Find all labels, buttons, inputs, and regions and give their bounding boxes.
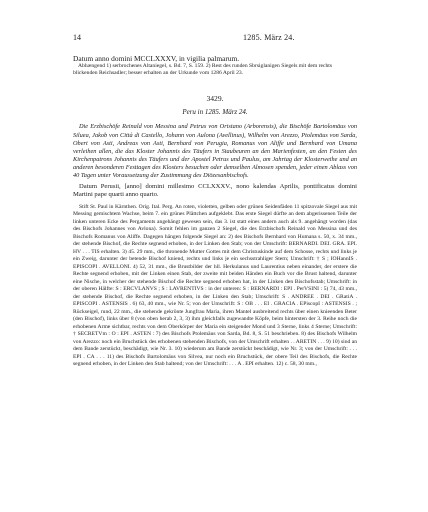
document-source-description: Stift St. Paul in Kärnthen. Orig. Ital. Perg. An roten, violetten, gelben oder grünen Seidenfäden 11 spitzovale Siegel aus mit Messing gemischtem Wachse, beim 7. ein grünes Plättchen aufgeklebt. Das erste Siegel dürfte an dem abgerissenen Teile der linken unteren Ecke des Pergaments angehängt gewesen sein, das 3. ist statt eines andern auch als 9. angehängt worden (das des Bischofs Johannes von Avlona). Somit fehlen im ganzen 2 Siegel, die des Erzbischofs Reinald von Messina und des Bischofs Romanus von Aliffe. Dagegen hängen folgende Siegel an: 2) des Bischofs Bernhard von Humana s. 50, x. 34 mm., der stehende Bischof, die Rechte segnend erhoben, in der Linken den Stab; von der Umschrift: BERNARDI. DEI. GRA. EPI. HV . . . TIS erhalten. 3) 45. 29 mm., die thronende Mutter Gottes mit dem Christuskinde auf dem Schosse, rechts und links je ein Zweig, darunter der betende Bischof kniend, rechts und links je ein sechsstrahliger Stern; Umschrift: † S ; IOHannIS . EPISCOPI . AVELLONI. 4) 52, 31 mm., die Brustbilder der hll. Herkulanus und Laurentius neben einander, der erstere die Rechte segnend erhoben, mit der Linken einen Stab, der zweite mit beiden Händen ein Buch vor die Brust haltend, darunter eine Nische, in welcher der stehende Bischof die Rechte segnend erhoben hat, in der Linken den Bischofsstab; Umschrift: in der oberen Hälfte: S : ERCVLANVS ; S : LAVRENTIVS : in der unteren: S : BERNARDI : EPI . PerVSINI : 5) 74, 43 mm., der stehende Bischof, die Rechte segnend erhoben, in der Linken den Stab; Umschrift: S . ANDREE . DEI . GRatiA . EPISCOPI . ASTENSIS . 6) 63, 40 mm., wie Nr. 5; von der Umschrift: S : OB . . . EI . GRACIA . EPiscopI : ASTENSIS . ; Rückseigel, rund, 22 mm., die stehende gekrönte Jungfrau Maria, ihren Mantel ausbreitend rechts über einen knieenden Beter (den Bischof), links über 8 (von oben herab 2, 3, 3) ihm gleichfalls zugewandte Köpfe, beim hintersten der 3. Reihe noch die erhobenen Arme sichtbar, rechts von dem Oberkörper der Maria ein steigender Mond und 3 Sterne, links 4 Sterne; Umschrift: † SECRETVm : O : EPI . ASTEN : 7) des Bischofs Ptolemäus von Sarda, Bd. 8, S. 51 beschrieben. 8) des Bischofs Wilhelm von Arezzo: noch ein Bruchstück des erhobenen stehenden Bischofs, von der Umschrift erhalten . . ARETIN . . . 9) 10) sind an dem Bande zerstückt, beschädigt, wie Nr. 3. 10) wiederum am Bande zerstückt beschädigt, wie Nr. 3; von der Umschrift: . . . EPI . CA . . . 11) des Bischofs Bartolomäus von Silvea, nur noch ein Bruchstück, der obere Teil des Bischofs, die Rechte segnend erhoben, in der Linken den Stab haltend; von der Umschrift: . . . A . EPI erhalten. 12) c. 58, 30 mm.,	[73, 203, 357, 368]
document-place-date: Peru in 1285. März 24.	[182, 108, 248, 117]
page-header	[73, 33, 357, 45]
page-body	[73, 54, 357, 369]
document-dateline: Datum Perusii, [anno] domini millesimo CCLXXXV., nono kalendas Aprilis, pontificatus domini Martini pape quarti anno quarto.	[73, 183, 357, 199]
running-title: 1285. März 24.	[243, 33, 295, 42]
page-number: 14	[73, 33, 81, 42]
document-regest: Die Erzbischöfe Reinald von Messina und Petrus von Oristano (Arborensis), die Bischöfe Bartolomäus von Siluea, Jakob von Città di Castello, Johann von Aulona (Avellinus), Wilhelm von Arezzo, Ptolemäus von Sarda, Obert von Asti, Andreas von Asti, Bernhard von Perugia, Romanus von Aliffe und Bernhard von Umana verleihen allen, die das Kloster Johannis des Täufers in Staubeuren an den Marienfesten, an den Festen des Kirchenpatrons Johannis des Täufers und der Apostel Petrus und Paulus, am Jahrtag der Klosterweihe und an anderen besonderen Festtagen des Klosters besuchen oder demselben Almosen spenden, jeder einen Ablass von 40 Tagen unter Voraussetzung der Zustimmung des Diözesanbischofs.	[73, 123, 357, 179]
document-number: 3429.	[206, 94, 224, 104]
previous-document-dateline: Datum anno domini MCCLXXXV, in vigilia palmarum.	[73, 54, 240, 63]
previous-document-seal-note: Abhængend 1) serbrochenes Altaniegel, s. Bd. 7, S. 159. 2) Rest des runden Sbrsiglanigen Siegels mit dem rechts blickenden Reichsadler; besser erhalten an der Urkunde vom 1286 April 23.	[73, 63, 333, 77]
